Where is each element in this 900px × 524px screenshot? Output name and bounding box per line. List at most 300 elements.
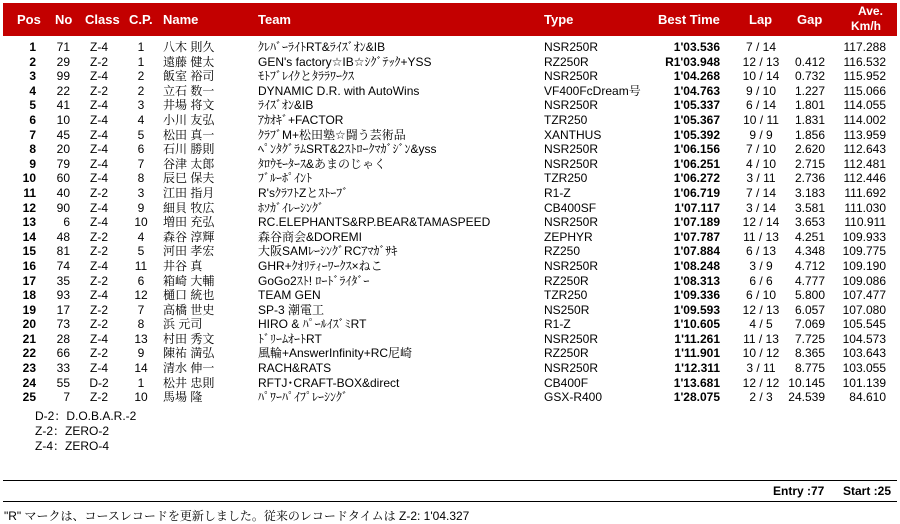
cell-class: Z-2 [90, 346, 108, 361]
header-team: Team [258, 12, 291, 27]
cell-team: ｸﾗﾌﾞM+松田塾☆闘う芸術品 [258, 127, 406, 142]
cell-no: 81 [56, 244, 70, 259]
header-class: Class [85, 12, 120, 27]
cell-class: Z-4 [90, 127, 108, 142]
cell-best-time: 1'08.248 [673, 258, 720, 273]
header-ave-line1: Ave. [858, 4, 883, 18]
cell-ave-speed: 109.933 [842, 229, 886, 244]
cell-lap: 11 / 13 [743, 229, 779, 244]
cell-gap: 2.620 [794, 142, 825, 157]
cell-class: Z-4 [90, 69, 108, 84]
cell-name: 樋口 統也 [163, 288, 215, 303]
cell-name: 河田 孝宏 [163, 244, 215, 259]
cell-type: R1-Z [544, 317, 571, 332]
table-row [0, 390, 900, 405]
cell-best-time: 1'06.719 [673, 185, 720, 200]
table-row [0, 98, 900, 113]
cell-no: 29 [56, 54, 70, 69]
cell-cp: 1 [137, 375, 145, 390]
cell-name: 高橋 世史 [163, 302, 215, 317]
cell-no: 6 [63, 215, 70, 230]
cell-type: NSR250R [544, 156, 599, 171]
cell-pos: 23 [22, 361, 36, 376]
cell-type: RZ250 [544, 244, 581, 259]
cell-class: Z-2 [90, 244, 108, 259]
cell-ave-speed: 115.066 [843, 83, 886, 98]
cell-pos: 7 [29, 127, 36, 142]
cell-type: TZR250 [544, 112, 588, 127]
cell-lap: 6 / 10 [745, 288, 777, 303]
cell-class: Z-2 [90, 390, 108, 405]
table-row [0, 142, 900, 157]
cell-pos: 6 [29, 112, 36, 127]
cell-no: 41 [56, 98, 70, 113]
cell-gap: 6.057 [794, 302, 825, 317]
cell-name: 松田 真一 [163, 127, 215, 142]
cell-class: Z-4 [90, 171, 108, 186]
cell-cp: 8 [137, 317, 145, 332]
cell-ave-speed: 109.190 [842, 258, 886, 273]
cell-lap: 10 / 12 [742, 346, 780, 361]
cell-no: 73 [56, 317, 70, 332]
cell-type: R1-Z [544, 185, 571, 200]
cell-no: 28 [56, 331, 70, 346]
cell-ave-speed: 101.139 [842, 375, 886, 390]
cell-pos: 4 [29, 83, 36, 98]
table-row [0, 361, 900, 376]
cell-name: 八木 則久 [163, 40, 215, 54]
cell-type: VF400FcDream号 [544, 83, 641, 98]
header-lap: Lap [749, 12, 773, 27]
cell-name: 増田 充弘 [163, 215, 215, 230]
cell-lap: 6 / 6 [749, 273, 773, 288]
cell-pos: 22 [22, 346, 36, 361]
cell-ave-speed: 107.477 [842, 288, 886, 303]
cell-lap: 9 / 9 [749, 127, 773, 142]
cell-type: NSR250R [544, 69, 599, 84]
cell-class: D-2 [89, 375, 109, 390]
cell-gap: 24.539 [788, 390, 825, 405]
cell-pos: 2 [29, 54, 36, 69]
cell-ave-speed: 103.643 [842, 346, 886, 361]
legend-z4: Z-4：ZERO-4 [35, 439, 110, 453]
table-row [0, 230, 900, 245]
cell-lap: 12 / 12 [742, 375, 780, 390]
cell-gap: 3.653 [794, 215, 825, 230]
cell-best-time: 1'06.156 [673, 142, 720, 157]
cell-lap: 3 / 14 [745, 200, 777, 215]
cell-name: 井谷 真 [163, 258, 203, 273]
cell-best-time: 1'05.337 [673, 98, 720, 113]
header-no: No [55, 12, 73, 27]
cell-best-time: 1'07.787 [673, 229, 720, 244]
cell-cp: 7 [137, 156, 145, 171]
cell-name: 石川 勝則 [163, 142, 215, 157]
cell-name: 細貝 牧広 [163, 200, 215, 215]
cell-team: RFTJ･CRAFT-BOX&direct [258, 375, 400, 390]
cell-team: RACH&RATS [258, 361, 332, 376]
table-row [0, 317, 900, 332]
cell-ave-speed: 107.080 [842, 302, 886, 317]
cell-class: Z-2 [90, 273, 108, 288]
cell-pos: 10 [22, 171, 36, 186]
cell-pos: 8 [29, 142, 36, 157]
cell-lap: 10 / 14 [742, 69, 780, 84]
cell-best-time: 1'07.117 [674, 200, 720, 215]
cell-no: 55 [56, 375, 70, 390]
cell-name: 江田 指月 [163, 185, 215, 200]
cell-class: Z-4 [90, 361, 108, 376]
cell-lap: 3 / 9 [749, 258, 773, 273]
cell-no: 99 [56, 69, 70, 84]
cell-ave-speed: 110.911 [844, 215, 886, 230]
cell-cp: 9 [137, 346, 145, 361]
cell-cp: 9 [137, 200, 145, 215]
cell-team: ﾀﾛｳﾓｰﾀｰｽ&あまのじゃく [258, 156, 387, 171]
cell-lap: 10 / 11 [743, 112, 779, 127]
cell-team: ﾄﾞﾘｰﾑｵｰﾄRT [258, 331, 322, 346]
table-row [0, 84, 900, 99]
cell-team: ﾓﾄﾌﾞﾚｲｸとﾀﾗﾗﾜｰｸｽ [258, 69, 355, 84]
cell-team: GHR+ｸｵﾘﾃｨｰﾜｰｸｽ×ねこ [258, 258, 383, 273]
cell-best-time: 1'04.763 [673, 83, 720, 98]
cell-cp: 3 [137, 185, 145, 200]
cell-type: TZR250 [544, 171, 588, 186]
cell-cp: 5 [137, 127, 145, 142]
cell-gap: 3.581 [794, 200, 825, 215]
cell-class: Z-4 [90, 40, 108, 54]
cell-ave-speed: 116.532 [843, 54, 886, 69]
cell-best-time: 1'09.336 [673, 288, 720, 303]
table-row [0, 69, 900, 84]
cell-ave-speed: 112.446 [843, 171, 886, 186]
cell-no: 22 [56, 83, 70, 98]
cell-cp: 14 [134, 361, 148, 376]
cell-ave-speed: 104.573 [842, 331, 886, 346]
cell-type: RZ250R [544, 54, 589, 69]
cell-lap: 12 / 13 [742, 302, 780, 317]
cell-best-time: R1'03.948 [665, 54, 720, 69]
cell-team: TEAM GEN [258, 288, 321, 303]
cell-no: 60 [56, 171, 70, 186]
table-row [0, 303, 900, 318]
cell-name: 森谷 淳輝 [163, 229, 215, 244]
cell-cp: 13 [134, 331, 148, 346]
cell-no: 45 [56, 127, 70, 142]
cell-cp: 6 [137, 273, 145, 288]
cell-team: GEN's factory☆IB☆ｼｸﾞﾃｯｸ+YSS [258, 54, 432, 69]
cell-gap: 1.227 [794, 83, 825, 98]
cell-best-time: 1'11.261 [674, 331, 720, 346]
cell-pos: 25 [22, 390, 36, 405]
cell-team: ﾊﾟﾜｰﾊﾟｲﾌﾟﾚｰｼﾝｸﾞ [258, 390, 349, 405]
cell-class: Z-2 [90, 317, 108, 332]
header-best-time: Best Time [658, 12, 720, 27]
cell-cp: 12 [134, 288, 148, 303]
cell-name: 村田 秀文 [163, 331, 215, 346]
results-header [3, 3, 897, 36]
cell-team: SP-3 潮電工 [258, 302, 325, 317]
cell-lap: 12 / 14 [742, 215, 780, 230]
cell-no: 48 [56, 229, 70, 244]
cell-type: TZR250 [544, 288, 588, 303]
cell-class: Z-2 [90, 302, 108, 317]
cell-pos: 9 [29, 156, 36, 171]
cell-cp: 3 [137, 98, 145, 113]
cell-ave-speed: 103.055 [842, 361, 886, 376]
cell-type: NSR250R [544, 142, 599, 157]
table-row [0, 201, 900, 216]
cell-gap: 8.775 [794, 361, 825, 376]
cell-name: 松井 忠則 [163, 375, 215, 390]
cell-best-time: 1'04.268 [673, 69, 720, 84]
record-note: "R" マークは、コースレコードを更新しました。従来のレコードタイムは Z-2: 1'04.327 [4, 509, 470, 523]
cell-name: 辰巳 保夫 [163, 171, 215, 186]
cell-cp: 8 [137, 171, 145, 186]
cell-best-time: 1'13.681 [673, 375, 720, 390]
cell-cp: 4 [137, 112, 145, 127]
cell-gap: 1.856 [794, 127, 825, 142]
cell-class: Z-4 [90, 142, 108, 157]
cell-class: Z-4 [90, 156, 108, 171]
footer-rule-top [3, 480, 897, 481]
cell-gap: 8.365 [794, 346, 825, 361]
cell-lap: 4 / 10 [745, 156, 777, 171]
table-row [0, 376, 900, 391]
cell-lap: 9 / 10 [745, 83, 777, 98]
cell-class: Z-2 [90, 229, 108, 244]
cell-cp: 2 [137, 83, 145, 98]
cell-no: 20 [56, 142, 70, 157]
cell-type: NS250R [544, 302, 590, 317]
cell-lap: 7 / 14 [745, 185, 777, 200]
entry-count: Entry :77 [773, 484, 825, 498]
cell-type: NSR250R [544, 258, 599, 273]
footer-rule-bottom [3, 501, 897, 502]
cell-no: 33 [56, 361, 70, 376]
cell-class: Z-4 [90, 215, 108, 230]
cell-cp: 11 [134, 258, 148, 273]
cell-no: 74 [56, 258, 70, 273]
cell-lap: 6 / 14 [745, 98, 777, 113]
cell-pos: 13 [22, 215, 36, 230]
cell-lap: 12 / 13 [742, 54, 780, 69]
cell-no: 79 [56, 156, 70, 171]
cell-lap: 11 / 13 [743, 331, 779, 346]
cell-pos: 16 [22, 258, 36, 273]
cell-ave-speed: 112.481 [843, 156, 886, 171]
cell-best-time: 1'28.075 [673, 390, 720, 405]
cell-lap: 3 / 11 [746, 171, 776, 186]
cell-class: Z-4 [90, 288, 108, 303]
cell-name: 箱崎 大輔 [163, 273, 215, 288]
cell-ave-speed: 112.643 [843, 142, 886, 157]
cell-lap: 3 / 11 [746, 361, 776, 376]
cell-gap: 1.801 [794, 98, 825, 113]
cell-pos: 17 [22, 273, 36, 288]
cell-pos: 24 [22, 375, 36, 390]
cell-no: 90 [56, 200, 70, 215]
cell-class: Z-4 [90, 112, 108, 127]
cell-best-time: 1'08.313 [673, 273, 720, 288]
cell-gap: 4.251 [794, 229, 825, 244]
cell-type: NSR250R [544, 98, 599, 113]
cell-name: 井場 将文 [163, 98, 215, 113]
header-type: Type [544, 12, 574, 27]
cell-type: NSR250R [544, 361, 599, 376]
cell-cp: 1 [137, 54, 145, 69]
table-row [0, 157, 900, 172]
cell-pos: 14 [22, 229, 36, 244]
cell-team: ﾍﾟﾝﾀｸﾞﾗﾑSRT&2ｽﾄﾛｰｸﾏｶﾞｼﾞﾝ&yss [258, 142, 437, 157]
cell-class: Z-2 [90, 185, 108, 200]
cell-gap: 5.800 [794, 288, 825, 303]
cell-no: 17 [56, 302, 70, 317]
header-name: Name [163, 12, 199, 27]
cell-pos: 19 [22, 302, 36, 317]
cell-team: RC.ELEPHANTS&RP.BEAR&TAMASPEED [258, 215, 491, 230]
cell-gap: 1.831 [794, 112, 825, 127]
cell-gap: 4.348 [794, 244, 825, 259]
table-row [0, 186, 900, 201]
cell-ave-speed: 111.692 [844, 185, 886, 200]
cell-cp: 4 [137, 229, 145, 244]
header-ave-line2: Km/h [851, 19, 881, 33]
cell-cp: 5 [137, 244, 145, 259]
cell-best-time: 1'09.593 [673, 302, 720, 317]
cell-best-time: 1'07.884 [673, 244, 720, 259]
cell-ave-speed: 84.610 [849, 390, 886, 405]
cell-class: Z-4 [90, 98, 108, 113]
table-row [0, 215, 900, 230]
cell-team: R'sｸﾗﾌﾄZとｽﾄｰﾌﾞ [258, 185, 349, 200]
cell-best-time: 1'07.189 [673, 215, 720, 230]
cell-cp: 1 [137, 40, 145, 54]
cell-name: 小川 友弘 [163, 112, 215, 127]
table-row [0, 171, 900, 186]
cell-pos: 21 [22, 331, 36, 346]
cell-pos: 5 [29, 98, 36, 113]
cell-cp: 10 [134, 390, 148, 405]
cell-lap: 6 / 13 [745, 244, 777, 259]
cell-cp: 7 [137, 302, 145, 317]
cell-ave-speed: 111.030 [844, 200, 886, 215]
cell-pos: 1 [29, 40, 36, 54]
cell-type: ZEPHYR [544, 229, 593, 244]
cell-team: 森谷商会&DOREMI [258, 229, 363, 244]
cell-ave-speed: 117.288 [843, 40, 886, 54]
header-gap: Gap [797, 12, 823, 27]
cell-class: Z-4 [90, 331, 108, 346]
cell-cp: 6 [137, 142, 145, 157]
table-row [0, 259, 900, 274]
cell-team: GoGo2ｽﾄ! ﾛｰﾄﾞﾗｲﾀﾞｰ [258, 273, 370, 288]
cell-pos: 12 [22, 200, 36, 215]
legend-z2: Z-2：ZERO-2 [35, 424, 110, 438]
cell-pos: 3 [29, 69, 36, 84]
table-row [0, 332, 900, 347]
cell-no: 66 [56, 346, 70, 361]
cell-team: ﾎｿｶﾞｲﾚｰｼﾝｸﾞ [258, 200, 325, 215]
cell-team: ﾌﾞﾙｰﾎﾟｲﾝﾄ [258, 171, 313, 186]
table-row [0, 55, 900, 70]
table-row [0, 113, 900, 128]
cell-name: 清水 伸一 [163, 361, 215, 376]
cell-gap: 10.145 [788, 375, 825, 390]
header-cp: C.P. [129, 12, 153, 27]
cell-team: ﾗｲｽﾞｵﾝ&IB [258, 98, 314, 113]
cell-cp: 2 [137, 69, 145, 84]
cell-no: 7 [63, 390, 70, 405]
cell-gap: 4.777 [794, 273, 825, 288]
header-pos: Pos [17, 12, 41, 27]
cell-name: 陳祐 満弘 [163, 346, 215, 361]
cell-class: Z-2 [90, 54, 108, 69]
cell-no: 71 [56, 40, 70, 54]
cell-pos: 15 [22, 244, 36, 259]
cell-class: Z-4 [90, 258, 108, 273]
cell-no: 10 [56, 112, 70, 127]
cell-gap: 7.725 [794, 331, 825, 346]
cell-team: ｸﾚﾊﾞｰﾗｲﾄRT&ﾗｲｽﾞｵﾝ&IB [258, 40, 386, 54]
cell-ave-speed: 109.775 [842, 244, 886, 259]
start-count: Start :25 [843, 484, 892, 498]
cell-lap: 4 / 5 [749, 317, 773, 332]
cell-gap: 4.712 [794, 258, 825, 273]
cell-class: Z-2 [90, 83, 108, 98]
cell-name: 浜 元司 [163, 317, 203, 332]
cell-type: GSX-R400 [544, 390, 603, 405]
cell-ave-speed: 114.055 [843, 98, 886, 113]
cell-type: NSR250R [544, 331, 599, 346]
cell-best-time: 1'10.605 [673, 317, 720, 332]
cell-cp: 10 [134, 215, 148, 230]
cell-team: 大阪SAMﾚｰｼﾝｸﾞRCｱﾏｶﾞｻｷ [258, 244, 398, 259]
cell-ave-speed: 114.002 [843, 112, 886, 127]
cell-gap: 2.715 [794, 156, 825, 171]
table-row [0, 274, 900, 289]
cell-ave-speed: 115.952 [843, 69, 886, 84]
cell-type: RZ250R [544, 273, 589, 288]
cell-type: XANTHUS [544, 127, 602, 142]
cell-gap: 0.412 [794, 54, 825, 69]
table-row [0, 128, 900, 143]
cell-best-time: 1'06.272 [673, 171, 720, 186]
cell-best-time: 1'03.536 [673, 40, 720, 54]
table-row [0, 40, 900, 55]
results-table [0, 40, 900, 405]
cell-pos: 11 [23, 185, 36, 200]
legend-d2: D-2：D.O.B.A.R.-2 [35, 409, 137, 423]
cell-team: 風輪+AnswerInfinity+RC尼崎 [258, 346, 413, 361]
cell-lap: 7 / 14 [745, 40, 777, 54]
cell-no: 93 [56, 288, 70, 303]
cell-no: 40 [56, 185, 70, 200]
cell-lap: 2 / 3 [749, 390, 773, 405]
cell-type: CB400F [544, 375, 589, 390]
cell-best-time: 1'06.251 [673, 156, 720, 171]
cell-gap: 0.732 [794, 69, 825, 84]
cell-ave-speed: 113.959 [843, 127, 886, 142]
table-row [0, 288, 900, 303]
cell-name: 立石 数一 [163, 83, 215, 98]
cell-best-time: 1'12.311 [674, 361, 720, 376]
table-row [0, 244, 900, 259]
cell-best-time: 1'05.392 [673, 127, 720, 142]
cell-class: Z-4 [90, 200, 108, 215]
cell-best-time: 1'05.367 [673, 112, 720, 127]
cell-name: 飯室 裕司 [163, 69, 215, 84]
